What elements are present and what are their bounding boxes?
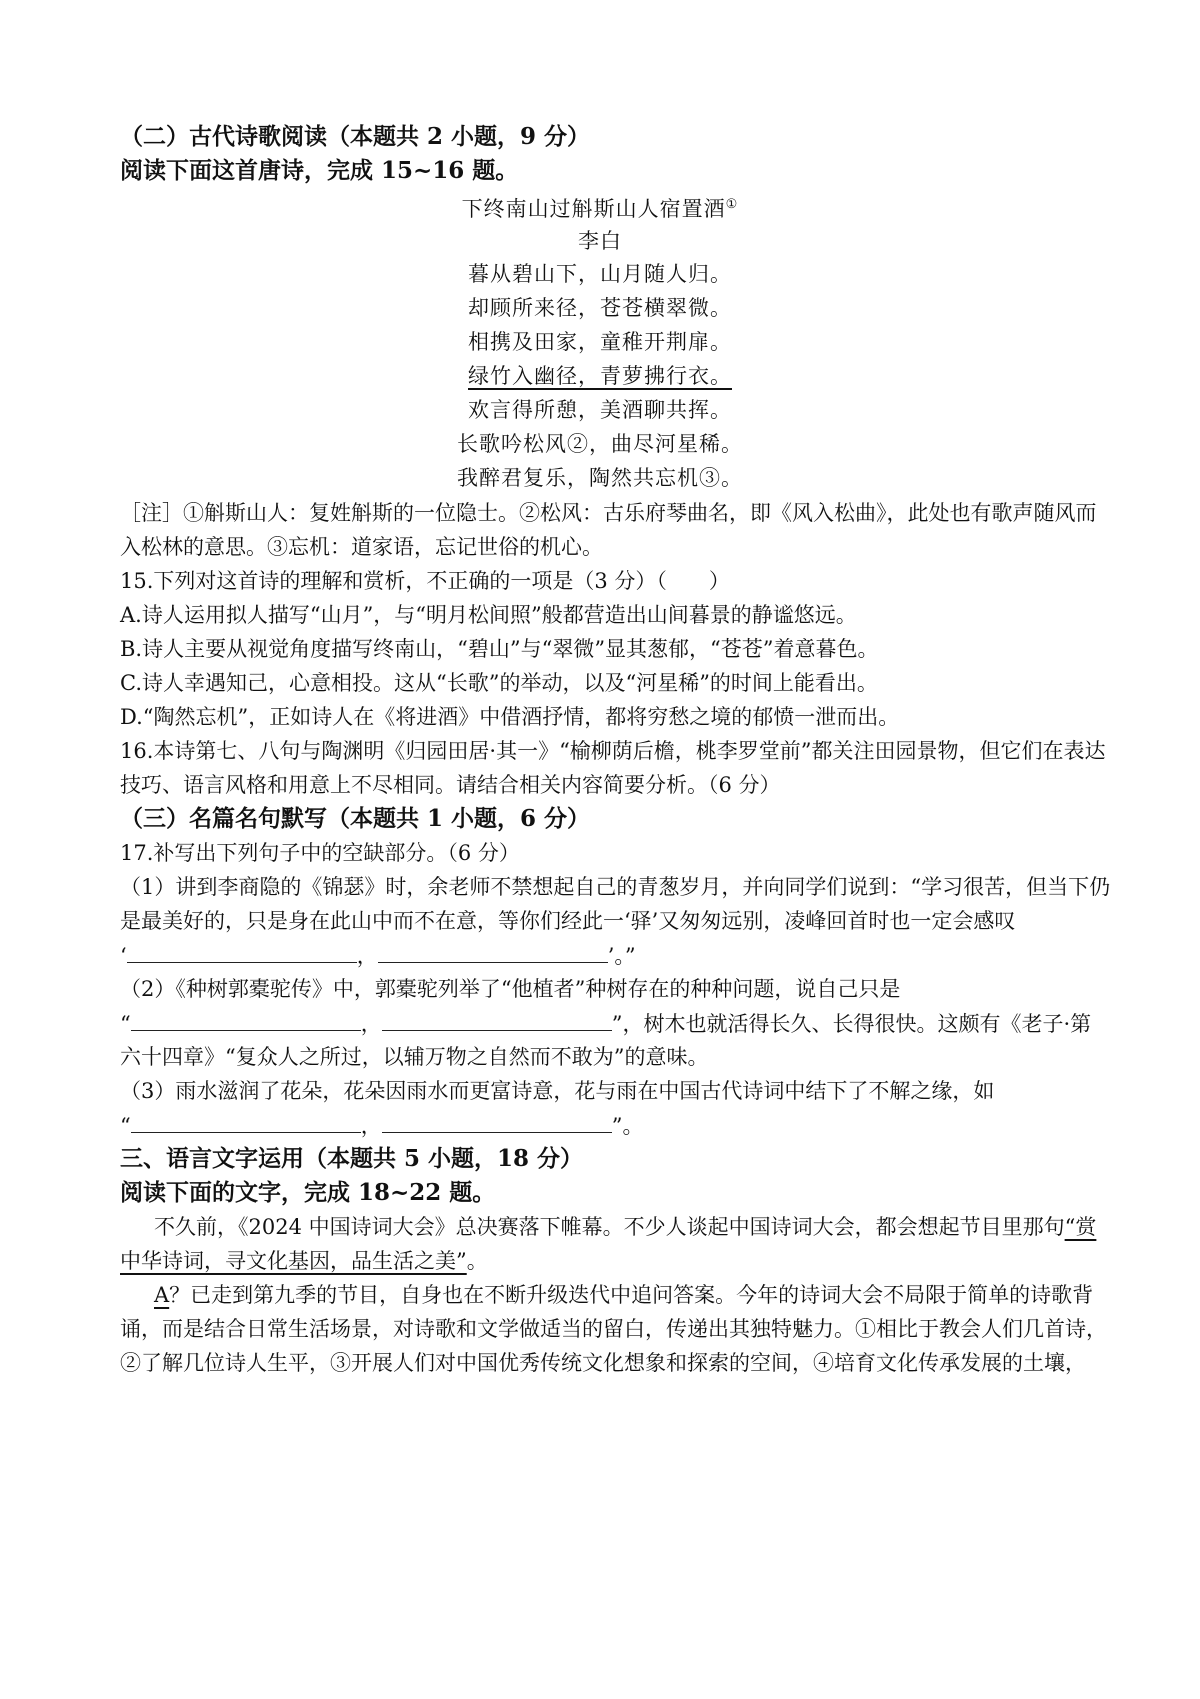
passage-underlined-text: 中华诗词，寻文化基因，品生活之美”: [120, 1249, 467, 1273]
passage-line: [154, 1280, 1093, 1310]
poem-title-text: 下终南山过斛斯山人宿置酒: [461, 197, 726, 221]
question-17-part1-line: 是最美好的，只是身在此山中而不在意，等你们经此一‘驿’又匆匆远别，凌峰回首时也一定会感叹: [120, 909, 1016, 933]
close-quote-continuation: ”，树木也就活得长久、长得很快。这颇有《老子·第: [611, 1012, 1092, 1036]
question-16-line: 16.本诗第七、八句与陶渊明《归园田居·其一》“榆柳荫后檐，桃李罗堂前”都关注田园景物，但它们在表达: [120, 739, 1106, 763]
poem-line: 我醉君复乐，陶然共忘机③。: [457, 466, 743, 490]
poem-line: 暮从碧山下，山月随人归。: [468, 262, 732, 286]
question-17-part3-line: （3）雨水滋润了花朵，花朵因雨水而更富诗意，花与雨在中国古代诗词中结下了不解之缘，如: [120, 1079, 995, 1103]
comma: ，: [360, 1114, 382, 1138]
question-16-line: 技巧、语言风格和用意上不尽相同。请结合相关内容简要分析。（6 分）: [120, 773, 781, 797]
question-17-part1-line: （1）讲到李商隐的《锦瑟》时，余老师不禁想起自己的青葱岁月，并向同学们说到：“学习很苦，但当下仍: [120, 875, 1111, 899]
poem-title: [0, 190, 1200, 224]
question-15-option-b: B.诗人主要从视觉角度描写终南山，“碧山”与“翠微”显其葱郁，“苍苍”着意暮色。: [120, 637, 879, 661]
section-heading-recitation: （三）名篇名句默写（本题共 1 小题，6 分）: [120, 805, 591, 832]
poetry-instruction: 阅读下面这首唐诗，完成 15~16 题。: [120, 157, 519, 184]
poem-line: 长歌吟松风②，曲尽河星稀。: [457, 432, 743, 456]
answer-blank[interactable]: [127, 940, 357, 963]
answer-blank[interactable]: [131, 1110, 361, 1133]
question-17-part2-line: （2）《种树郭橐驼传》中，郭橐驼列举了“他植者”种树存在的种种问题，说自己只是: [120, 977, 901, 1001]
poem-author: 李白: [578, 229, 622, 253]
passage-line: [120, 1246, 488, 1276]
passage-line: 诵，而是结合日常生活场景，对诗歌和文学做适当的留白，传递出其独特魅力。①相比于教会人们几首诗，: [120, 1317, 1107, 1341]
question-17-part1-blanks: [120, 940, 636, 971]
answer-blank[interactable]: [378, 940, 608, 963]
passage-text: 不久前，《2024 中国诗词大会》总决赛落下帷幕。不少人谈起中国诗词大会，都会想起节目里那句: [154, 1215, 1065, 1239]
open-quote: ‘: [120, 944, 127, 968]
close-quote: ”。: [611, 1114, 644, 1138]
poem-line: 欢言得所憩，美酒聊共挥。: [468, 398, 732, 422]
passage-text: ？已走到第九季的节目，自身也在不断升级迭代中追问答案。今年的诗词大会不局限于简单的诗歌背: [169, 1283, 1094, 1307]
comma: ，: [360, 1012, 382, 1036]
question-17-part2-line: 六十四章》“复众人之所过，以辅万物之自然而不敢为”的意味。: [120, 1045, 709, 1069]
question-15-option-d: D.“陶然忘机”，正如诗人在《将进酒》中借酒抒情，都将穷愁之境的郁愤一泄而出。: [120, 705, 900, 729]
answer-blank[interactable]: [382, 1008, 612, 1031]
poem-notes-line: 入松林的意思。③忘机：道家语，忘记世俗的机心。: [120, 535, 603, 559]
comma: ，: [356, 944, 378, 968]
question-15-option-c: C.诗人幸遇知己，心意相投。这从“长歌”的举动，以及“河星稀”的时间上能看出。: [120, 671, 878, 695]
question-15-option-a: A.诗人运用拟人描写“山月”，与“明月松间照”般都营造出山间暮景的静谧悠远。: [120, 603, 857, 627]
part-heading-language: 三、语言文字运用（本题共 5 小题，18 分）: [120, 1145, 584, 1172]
answer-blank[interactable]: [382, 1110, 612, 1133]
question-17-part3-blanks: [120, 1110, 644, 1141]
open-quote: “: [120, 1114, 131, 1138]
poem-title-note-marker: ①: [725, 197, 739, 212]
section-heading-poetry: （二）古代诗歌阅读（本题共 2 小题，9 分）: [120, 123, 591, 150]
open-quote: “: [120, 1012, 131, 1036]
passage-line: ②了解几位诗人生平，③开展人们对中国优秀传统文化想象和探索的空间，④培育文化传承发展的土壤，: [120, 1351, 1086, 1375]
question-15-stem: 15.下列对这首诗的理解和赏析，不正确的一项是（3 分）（ ）: [120, 569, 730, 593]
poem-line-text: 绿竹入幽径，青萝拂行衣。: [468, 364, 732, 388]
question-17-part2-blanks: [120, 1008, 1091, 1039]
poem-line-underlined: [0, 361, 1200, 391]
answer-blank[interactable]: [131, 1008, 361, 1031]
blank-marker-a: A: [154, 1283, 170, 1307]
passage-line: [154, 1212, 1096, 1242]
passage-text: 。: [466, 1249, 488, 1273]
close-quote: ’。”: [607, 944, 636, 968]
poem-line: 相携及田家，童稚开荆扉。: [468, 330, 732, 354]
question-17-stem: 17.补写出下列句子中的空缺部分。（6 分）: [120, 841, 520, 865]
poem-notes-line: ［注］①斛斯山人：复姓斛斯的一位隐士。②松风：古乐府琴曲名，即《风入松曲》，此处也有歌声随风而: [120, 501, 1097, 525]
poem-line: 却顾所来径，苍苍横翠微。: [468, 296, 732, 320]
language-instruction: 阅读下面的文字，完成 18~22 题。: [120, 1179, 496, 1206]
passage-underlined-text: “赏: [1064, 1215, 1097, 1239]
